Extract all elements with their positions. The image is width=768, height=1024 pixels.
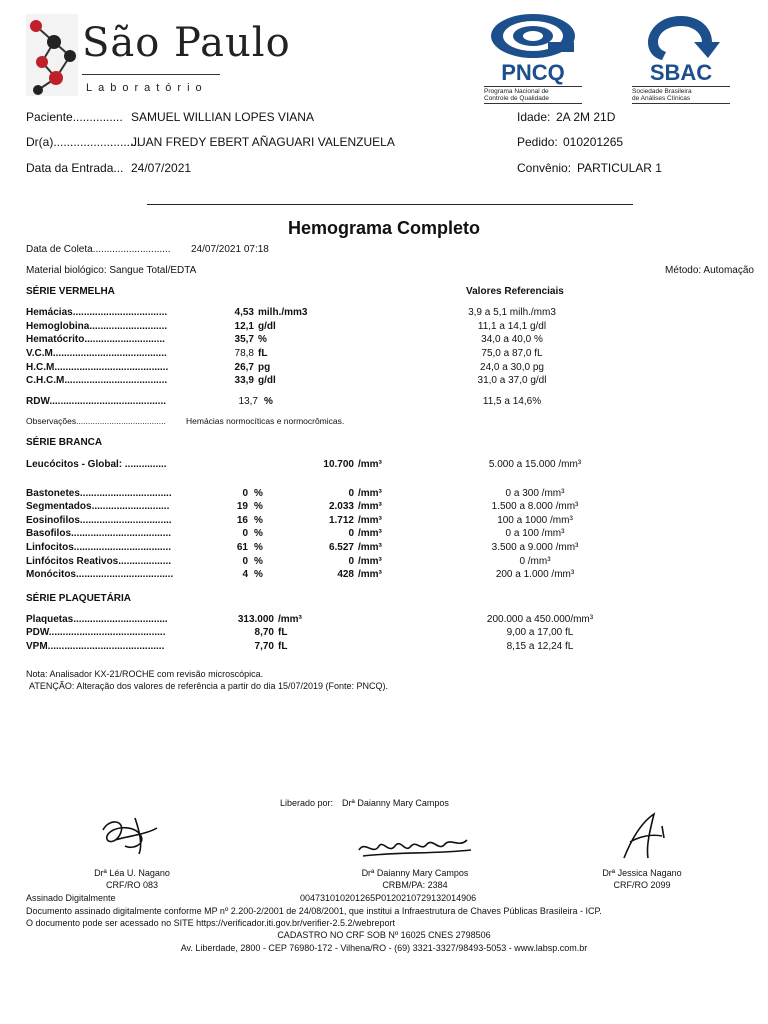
insurance-label: Convênio: xyxy=(517,161,572,175)
signer-1-registry: CRF/RO 083 xyxy=(105,880,158,890)
sbac-line2: de Análises Clínicas xyxy=(632,95,691,102)
row-unit: milh./mm3 xyxy=(258,307,308,318)
table-row xyxy=(0,375,768,388)
row-value: 313.000 xyxy=(237,614,274,625)
row-unit: /mm³ xyxy=(278,614,302,625)
material-text: Material biológico: Sangue Total/EDTA xyxy=(26,265,197,276)
row-reference: 8,15 a 12,24 fL xyxy=(506,641,574,652)
row-reference: 0 a 100 /mm³ xyxy=(505,528,565,539)
row-percent: 16 xyxy=(236,515,248,526)
collection-date: 24/07/2021 07:18 xyxy=(191,244,269,255)
age-value: 2A 2M 21D xyxy=(556,110,616,124)
row-label: Linfócitos Reativos................... xyxy=(26,556,172,567)
table-row xyxy=(0,556,768,569)
row-label: Leucócitos - Global: ............... xyxy=(26,459,167,470)
row-unit: /mm³ xyxy=(358,459,382,470)
row-label: Bastonetes................................. xyxy=(26,488,172,499)
order-label: Pedido: xyxy=(517,135,558,149)
row-reference: 75,0 a 87,0 fL xyxy=(481,348,543,359)
row-percent: 0 xyxy=(242,556,248,567)
pncq-seal xyxy=(484,12,584,100)
row-percent-unit: % xyxy=(254,542,263,553)
row-value: 4,53 xyxy=(234,307,254,318)
row-absolute: 6.527 xyxy=(328,542,354,553)
row-unit: pg xyxy=(258,362,271,373)
row-percent: 61 xyxy=(236,542,248,553)
legal-notice: Documento assinado digitalmente conforme MP nº 2.200-2/2001 de 24/08/2001, que institui a Infraestrutura de Chaves Públicas Brasileira - ICP. xyxy=(26,906,602,916)
observations-label: Observações...................................... xyxy=(26,416,166,426)
reference-heading: Valores Referenciais xyxy=(466,286,564,297)
row-unit: /mm³ xyxy=(358,569,382,580)
row-value: 13,7 xyxy=(238,396,258,407)
row-label: Hematócrito............................. xyxy=(26,334,165,345)
row-reference: 24,0 a 30,0 pg xyxy=(480,362,544,373)
row-unit: /mm³ xyxy=(358,488,382,499)
table-row xyxy=(0,528,768,541)
attention-note: ATENÇÃO: Alteração dos valores de referência a partir do dia 15/07/2019 (Fonte: PNCQ). xyxy=(29,681,389,691)
row-percent-unit: % xyxy=(254,488,263,499)
row-reference: 200 a 1.000 /mm³ xyxy=(495,569,575,580)
row-percent: 19 xyxy=(236,501,248,512)
collection-label: Data de Coleta............................ xyxy=(26,244,171,255)
row-reference: 0 a 300 /mm³ xyxy=(505,488,565,499)
digital-signature-label: Assinado Digitalmente xyxy=(26,893,116,903)
signer-2-registry: CRBM/PA: 2384 xyxy=(382,880,448,890)
doctor-label: Dr(a).......................... xyxy=(26,135,141,149)
pncq-line2: Controle de Qualidade xyxy=(484,95,550,102)
row-percent-unit: % xyxy=(254,569,263,580)
row-label: Basofilos.................................... xyxy=(26,528,172,539)
report-title: Hemograma Completo xyxy=(287,218,481,238)
crf-registration: CADASTRO NO CRF SOB Nº 16025 CNES 2798506 xyxy=(277,930,491,940)
verification-url: O documento pode ser acessado no SITE https://verificador.iti.gov.br/verifier-2.5.2/webreport xyxy=(26,918,396,928)
signer-1-name: Drª Léa U. Nagano xyxy=(94,868,170,878)
table-row xyxy=(0,627,768,640)
table-row xyxy=(0,348,768,361)
molecule-icon xyxy=(26,12,82,98)
sbac-emblem-icon xyxy=(636,12,726,62)
row-reference: 5.000 a 15.000 /mm³ xyxy=(488,459,582,470)
row-value: 8,70 xyxy=(254,627,274,638)
row-absolute: 428 xyxy=(337,569,354,580)
row-reference: 1.500 a 8.000 /mm³ xyxy=(491,501,579,512)
row-label: Segmentados............................ xyxy=(26,501,170,512)
lab-subtitle: Laboratório xyxy=(86,82,208,94)
row-value: 7,70 xyxy=(254,641,274,652)
row-percent: 4 xyxy=(242,569,248,580)
table-row xyxy=(0,501,768,514)
doctor-name: JUAN FREDY EBERT AÑAGUARI VALENZUELA xyxy=(131,135,395,149)
observations-value: Hemácias normocíticas e normocrômicas. xyxy=(186,416,345,426)
row-label: C.H.C.M..................................... xyxy=(26,375,168,386)
row-unit: /mm³ xyxy=(358,528,382,539)
row-reference: 11,1 a 14,1 g/dl xyxy=(477,321,547,332)
row-label: Hemoglobina............................ xyxy=(26,321,168,332)
signature-3 xyxy=(618,808,678,862)
released-by-label: Liberado por: xyxy=(280,798,334,808)
row-label: VPM.......................................... xyxy=(26,641,165,652)
row-absolute: 10.700 xyxy=(323,459,354,470)
row-label: PDW.......................................... xyxy=(26,627,166,638)
patient-label: Paciente............... xyxy=(26,110,123,124)
row-unit: /mm³ xyxy=(358,542,382,553)
row-percent-unit: % xyxy=(254,556,263,567)
row-unit: g/dl xyxy=(258,321,276,332)
table-row xyxy=(0,321,768,334)
age-label: Idade: xyxy=(517,110,551,124)
signer-2-name: Drª Daianny Mary Campos xyxy=(361,868,469,878)
table-row xyxy=(0,488,768,501)
row-label: Eosinofilos................................. xyxy=(26,515,172,526)
row-reference: 100 a 1000 /mm³ xyxy=(497,515,573,526)
signer-3-registry: CRF/RO 2099 xyxy=(613,880,671,890)
red-series-heading: SÉRIE VERMELHA xyxy=(26,286,115,297)
row-absolute: 0 xyxy=(348,528,354,539)
signature-1 xyxy=(95,810,165,858)
row-value: 78,8 xyxy=(234,348,254,359)
table-row xyxy=(0,542,768,555)
white-series-heading: SÉRIE BRANCA xyxy=(26,437,103,448)
row-unit: fL xyxy=(258,348,268,359)
row-unit: % xyxy=(264,396,273,407)
sbac-seal xyxy=(632,12,732,100)
table-row xyxy=(0,569,768,582)
order-value: 010201265 xyxy=(563,135,624,149)
row-percent: 0 xyxy=(242,488,248,499)
row-reference: 3,9 a 5,1 milh./mm3 xyxy=(468,307,556,318)
row-label: Linfocitos................................... xyxy=(26,542,172,553)
entry-date: 24/07/2021 xyxy=(131,161,192,175)
row-label: H.C.M......................................... xyxy=(26,362,169,373)
row-unit: % xyxy=(258,334,267,345)
row-value: 33,9 xyxy=(234,375,254,386)
row-unit: /mm³ xyxy=(358,501,382,512)
document-hash: 004731010201265P0120210729132014906 xyxy=(300,893,477,903)
row-reference: 0 /mm³ xyxy=(519,556,551,567)
pncq-line1: Programa Nacional de xyxy=(484,88,549,95)
row-unit: /mm³ xyxy=(358,556,382,567)
row-value: 26,7 xyxy=(234,362,254,373)
row-absolute: 1.712 xyxy=(328,515,354,526)
row-unit: fL xyxy=(278,627,288,638)
lab-address: Av. Liberdade, 2800 - CEP 76980-172 - Vilhena/RO - (69) 3321-3327/98493-5053 - www.labsp.com.br xyxy=(180,943,588,953)
row-percent: 0 xyxy=(242,528,248,539)
row-reference: 31,0 a 37,0 g/dl xyxy=(477,375,547,386)
row-absolute: 2.033 xyxy=(328,501,354,512)
lab-name: São Paulo xyxy=(82,20,291,66)
row-percent-unit: % xyxy=(254,501,263,512)
row-unit: g/dl xyxy=(258,375,276,386)
row-absolute: 0 xyxy=(348,556,354,567)
row-unit: /mm³ xyxy=(358,515,382,526)
row-percent-unit: % xyxy=(254,528,263,539)
table-row-rdw xyxy=(0,396,768,409)
analyzer-note: Nota: Analisador KX-21/ROCHE com revisão microscópica. xyxy=(26,669,264,679)
table-row xyxy=(0,362,768,375)
insurance-value: PARTICULAR 1 xyxy=(577,161,662,175)
pncq-target-icon xyxy=(488,12,578,60)
patient-name: SAMUEL WILLIAN LOPES VIANA xyxy=(131,110,314,124)
title-divider xyxy=(147,204,633,205)
row-label: V.C.M......................................... xyxy=(26,348,167,359)
method-text: Método: Automação xyxy=(665,265,754,276)
entry-date-label: Data da Entrada... xyxy=(26,161,124,175)
table-row xyxy=(0,515,768,528)
lab-logo xyxy=(26,12,291,100)
sbac-acronym: SBAC xyxy=(649,60,713,85)
pncq-acronym: PNCQ xyxy=(501,60,565,85)
platelet-series-heading: SÉRIE PLAQUETÁRIA xyxy=(26,593,132,604)
row-unit: fL xyxy=(278,641,288,652)
row-label: Hemácias.................................. xyxy=(26,307,168,318)
signer-3-name: Drª Jessica Nagano xyxy=(602,868,682,878)
row-percent-unit: % xyxy=(254,515,263,526)
row-label: Monócitos................................... xyxy=(26,569,174,580)
row-reference: 11,5 a 14,6% xyxy=(482,396,542,407)
table-row xyxy=(0,641,768,654)
table-row-leucocytes xyxy=(0,459,768,472)
row-reference: 34,0 a 40,0 % xyxy=(481,334,543,345)
sbac-line1: Sociedade Brasileira xyxy=(632,88,692,95)
row-value: 12,1 xyxy=(234,321,254,332)
table-row xyxy=(0,614,768,627)
row-reference: 9,00 a 17,00 fL xyxy=(506,627,574,638)
row-label: RDW.......................................... xyxy=(26,396,167,407)
row-value: 35,7 xyxy=(234,334,254,345)
table-row xyxy=(0,307,768,320)
table-row xyxy=(0,334,768,347)
signature-2 xyxy=(355,830,475,864)
row-reference: 3.500 a 9.000 /mm³ xyxy=(491,542,579,553)
row-label: Plaquetas.................................. xyxy=(26,614,168,625)
row-reference: 200.000 a 450.000/mm³ xyxy=(486,614,594,625)
row-absolute: 0 xyxy=(348,488,354,499)
released-by-name: Drª Daianny Mary Campos xyxy=(342,798,449,808)
